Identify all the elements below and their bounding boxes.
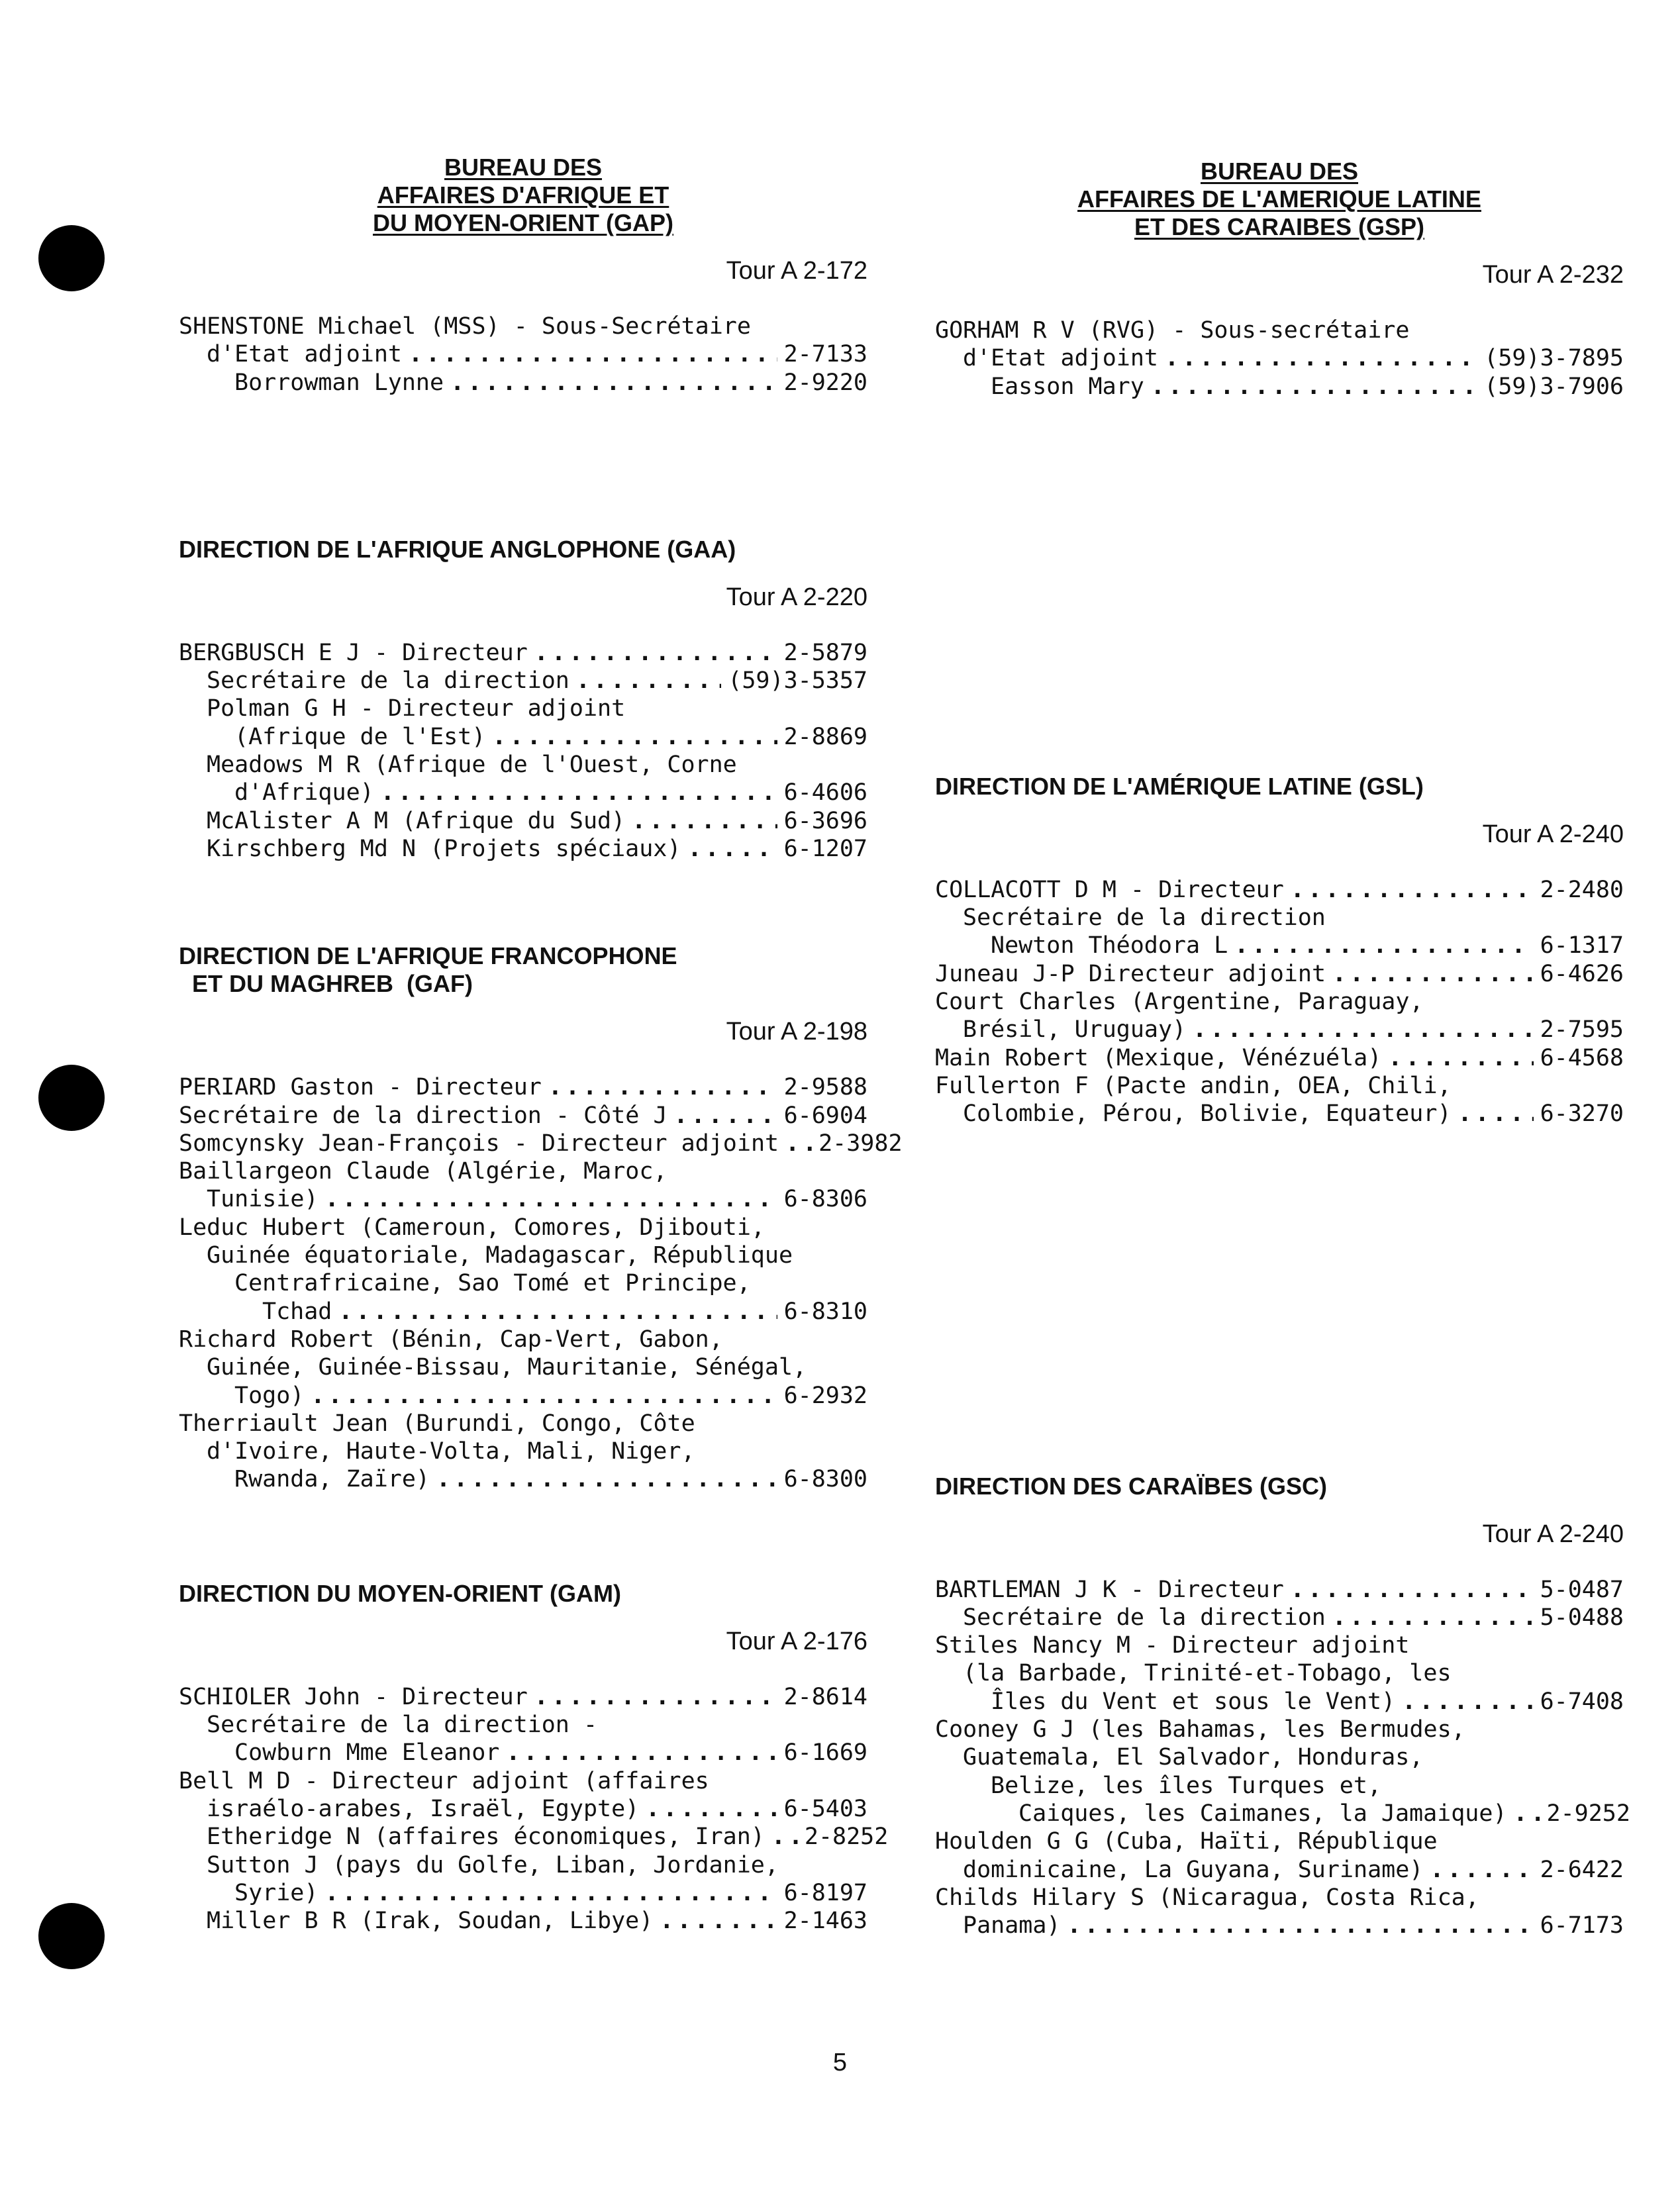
phone-extension: 2-1463: [783, 1908, 867, 1935]
phone-extension: 6-1317: [1540, 932, 1624, 959]
entry-text: GORHAM R V (RVG) - Sous-secrétaire: [935, 317, 1410, 344]
directory-entry: [179, 1298, 867, 1326]
entry-text: Polman G H - Directeur adjoint: [207, 695, 626, 722]
dot-leader: [1291, 1576, 1534, 1604]
entry-name: Brésil, Uruguay): [963, 1016, 1187, 1044]
dot-leader: [534, 639, 777, 667]
entry-name: (Afrique de l'Est): [234, 723, 486, 750]
entry-name: BARTLEMAN J K - Directeur: [935, 1576, 1284, 1603]
entry-text: (la Barbade, Trinité-et-Tobago, les: [963, 1660, 1452, 1687]
phone-extension: 6-5403: [783, 1795, 867, 1822]
directory-entry: [179, 1382, 867, 1410]
directory-entry: [179, 1879, 867, 1907]
dot-leader: [381, 779, 777, 806]
directory-entry: [935, 1016, 1624, 1044]
title-line: ET DES CARAIBES (GSP): [1134, 213, 1425, 240]
entry-name: d'Afrique): [234, 779, 374, 806]
entry-name: Main Robert (Mexique, Vénézuéla): [935, 1044, 1382, 1071]
phone-extension: 6-2932: [783, 1382, 867, 1409]
directory-entry: [179, 1795, 867, 1823]
section-gsp: [935, 158, 1624, 401]
entry-list: [935, 1576, 1630, 1940]
section-gsc: [935, 1472, 1630, 1940]
dot-leader: [1234, 932, 1533, 959]
entry-text: Guinée équatoriale, Madagascar, République: [207, 1242, 793, 1269]
entry-name: Îles du Vent et sous le Vent): [991, 1688, 1396, 1715]
entry-text: Belize, les îles Turques et,: [991, 1772, 1382, 1799]
phone-extension: 6-3696: [783, 807, 867, 834]
entry-text: Bell M D - Directeur adjoint (affaires: [179, 1767, 709, 1794]
entry-name: Juneau J-P Directeur adjoint: [935, 960, 1326, 987]
entry-text: Fullerton F (Pacte andin, OEA, Chili,: [935, 1072, 1452, 1099]
directory-entry: [179, 807, 867, 835]
dot-leader: [548, 1073, 777, 1101]
entry-text: Therriault Jean (Burundi, Congo, Côte: [179, 1410, 695, 1437]
dot-leader: [534, 1683, 777, 1711]
entry-name: Panama): [963, 1912, 1061, 1939]
phone-extension: 6-4568: [1540, 1044, 1624, 1071]
phone-extension: 2-7133: [783, 341, 867, 368]
entry-name: Borrowman Lynne: [234, 369, 444, 396]
section-gam: [179, 1579, 889, 1935]
directory-entry: [179, 1073, 867, 1101]
phone-extension: 2-9588: [783, 1074, 867, 1101]
directory-entry: [935, 932, 1624, 959]
room-number: Tour A 2-232: [1482, 261, 1624, 289]
section-title: DIRECTION DE L'AFRIQUE ANGLOPHONE (GAA): [179, 535, 736, 563]
phone-extension: 6-8310: [783, 1298, 867, 1325]
title-line: BUREAU DES: [444, 154, 603, 181]
right-column: [935, 158, 1630, 1939]
phone-extension: 6-6904: [783, 1102, 867, 1129]
dot-leader: [576, 667, 721, 695]
section-gsl: [935, 773, 1624, 1128]
directory-entry: [935, 1856, 1624, 1884]
punch-hole-top: [38, 225, 105, 291]
directory-entry: [935, 960, 1624, 988]
left-column: [179, 154, 903, 1935]
entry-name: McAlister A M (Afrique du Sud): [207, 807, 626, 834]
entry-name: israélo-arabes, Israël, Egypte): [207, 1795, 640, 1822]
directory-entry: [935, 1800, 1630, 1827]
entry-name: d'Etat adjoint: [963, 345, 1159, 372]
phone-extension: 2-2480: [1540, 876, 1624, 903]
phone-extension: 6-8300: [783, 1466, 867, 1493]
room-number: Tour A 2-172: [726, 257, 867, 285]
directory-entry: [179, 1823, 889, 1851]
dot-leader: [1402, 1688, 1533, 1716]
dot-leader: [492, 723, 777, 751]
entry-name: Etheridge N (affaires économiques, Iran): [207, 1824, 765, 1851]
entry-text: Stiles Nancy M - Directeur adjoint: [935, 1632, 1410, 1659]
directory-entry: [179, 1185, 867, 1213]
directory-entry: [179, 723, 867, 751]
punch-hole-middle: [38, 1065, 105, 1131]
phone-extension: 2-9252: [1546, 1800, 1630, 1827]
entry-list: [935, 876, 1624, 1128]
phone-extension: 2-8614: [783, 1683, 867, 1710]
directory-entry: [179, 369, 867, 397]
dot-leader: [1388, 1044, 1533, 1072]
directory-entry: [179, 1102, 867, 1130]
dot-leader: [1332, 1604, 1534, 1631]
entry-name: SCHIOLER John - Directeur: [179, 1683, 528, 1710]
entry-text: d'Ivoire, Haute-Volta, Mali, Niger,: [207, 1438, 695, 1465]
phone-extension: 2-7595: [1540, 1016, 1624, 1044]
entry-name: d'Etat adjoint: [207, 341, 403, 368]
entry-list: [179, 1073, 903, 1493]
room-number: Tour A 2-176: [726, 1627, 867, 1655]
entry-text: Houlden G G (Cuba, Haïti, République: [935, 1828, 1438, 1855]
phone-extension: 2-5879: [783, 639, 867, 666]
entry-text: Baillargeon Claude (Algérie, Maroc,: [179, 1158, 667, 1185]
entry-name: Miller B R (Irak, Soudan, Libye): [207, 1908, 654, 1935]
entry-list: [179, 639, 867, 863]
entry-name: Easson Mary: [991, 373, 1144, 400]
punch-hole-bottom: [38, 1903, 105, 1969]
dot-leader: [646, 1795, 777, 1823]
dot-leader: [325, 1185, 777, 1213]
directory-entry: [935, 876, 1624, 904]
directory-entry: [179, 835, 867, 863]
phone-extension: 6-1669: [783, 1739, 867, 1767]
directory-entry: [179, 340, 867, 368]
phone-extension: 6-8306: [783, 1186, 867, 1213]
entry-text: Richard Robert (Bénin, Cap-Vert, Gabon,: [179, 1326, 723, 1353]
entry-text: Secrétaire de la direction: [963, 904, 1326, 932]
entry-text: Court Charles (Argentine, Paraguay,: [935, 989, 1424, 1016]
entry-text: Centrafricaine, Sao Tomé et Principe,: [234, 1270, 751, 1297]
dot-leader: [1458, 1100, 1534, 1128]
phone-extension: 6-7173: [1540, 1912, 1624, 1939]
directory-entry: [935, 1100, 1624, 1128]
directory-entry: [935, 344, 1624, 372]
section-title: [179, 154, 867, 237]
directory-entry: [179, 1465, 867, 1493]
entry-text: Leduc Hubert (Cameroun, Comores, Djibouti,: [179, 1214, 766, 1241]
entry-text: Childs Hilary S (Nicaragua, Costa Rica,: [935, 1884, 1479, 1911]
section-gaa: [179, 536, 867, 863]
phone-extension: 2-3982: [818, 1130, 903, 1157]
dot-leader: [409, 340, 777, 368]
entry-list: [179, 313, 867, 397]
dot-leader: [632, 807, 777, 835]
phone-extension: 6-8197: [783, 1879, 867, 1906]
section-title: DIRECTION DE L'AMÉRIQUE LATINE (GSL): [935, 772, 1424, 800]
entry-name: Secrétaire de la direction: [207, 667, 569, 695]
dot-leader: [506, 1739, 777, 1767]
entry-name: Newton Théodora L: [991, 932, 1228, 959]
entry-list: [179, 1683, 889, 1935]
entry-text: Guatemala, El Salvador, Honduras,: [963, 1744, 1424, 1771]
dot-leader: [1514, 1800, 1540, 1827]
section-title: DIRECTION DE L'AFRIQUE FRANCOPHONE ET DU MAGHREB (GAF): [179, 942, 677, 998]
section-title: DIRECTION DES CARAÏBES (GSC): [935, 1472, 1328, 1500]
dot-leader: [436, 1465, 777, 1493]
entry-name: Tchad: [262, 1298, 332, 1325]
room-number: Tour A 2-240: [1482, 820, 1624, 848]
entry-name: Colombie, Pérou, Bolivie, Equateur): [963, 1100, 1452, 1128]
phone-extension: 6-4626: [1540, 960, 1624, 987]
title-line: AFFAIRES D'AFRIQUE ET: [377, 181, 669, 209]
phone-extension: 2-9220: [783, 369, 867, 396]
directory-entry: [179, 1683, 867, 1711]
dot-leader: [1165, 344, 1477, 372]
section-gaf: [179, 942, 903, 1493]
entry-name: Secrétaire de la direction - Côté J: [179, 1102, 667, 1129]
directory-entry: [179, 1907, 867, 1935]
entry-name: dominicaine, La Guyana, Suriname): [963, 1856, 1424, 1883]
entry-text: Guinée, Guinée-Bissau, Mauritanie, Sénégal,: [207, 1354, 807, 1381]
entry-name: Rwanda, Zaïre): [234, 1466, 430, 1493]
dot-leader: [324, 1879, 777, 1907]
dot-leader: [1291, 876, 1534, 904]
phone-extension: 2-6422: [1540, 1856, 1624, 1883]
phone-extension: 6-4606: [783, 779, 867, 806]
phone-extension: (59)3-7906: [1484, 373, 1624, 400]
entry-name: Secrétaire de la direction: [963, 1604, 1326, 1631]
entry-text: Secrétaire de la direction -: [207, 1712, 598, 1739]
title-line: BUREAU DES: [1200, 158, 1359, 185]
directory-entry: [935, 373, 1624, 401]
entry-text: SHENSTONE Michael (MSS) - Sous-Secrétaire: [179, 313, 751, 340]
room-number: Tour A 2-198: [726, 1018, 867, 1046]
entry-name: PERIARD Gaston - Directeur: [179, 1074, 542, 1101]
dot-leader: [1067, 1912, 1534, 1939]
dot-leader: [338, 1298, 777, 1326]
entry-name: COLLACOTT D M - Directeur: [935, 876, 1284, 903]
entry-list: [935, 316, 1624, 401]
entry-name: Tunisie): [207, 1186, 319, 1213]
entry-name: BERGBUSCH E J - Directeur: [179, 639, 528, 666]
entry-text: Sutton J (pays du Golfe, Liban, Jordanie,: [207, 1851, 779, 1878]
section-title: [935, 158, 1624, 241]
phone-extension: 5-0487: [1540, 1576, 1624, 1603]
dot-leader: [1332, 960, 1534, 988]
dot-leader: [1151, 373, 1477, 401]
phone-extension: 2-8869: [783, 723, 867, 750]
phone-extension: 2-8252: [804, 1824, 889, 1851]
room-number: Tour A 2-220: [726, 583, 867, 611]
dot-leader: [785, 1130, 812, 1157]
phone-extension: 6-3270: [1540, 1100, 1624, 1128]
entry-name: Kirschberg Md N (Projets spéciaux): [207, 835, 681, 862]
section-title: DIRECTION DU MOYEN-ORIENT (GAM): [179, 1579, 621, 1607]
dot-leader: [687, 835, 777, 863]
dot-leader: [674, 1102, 777, 1130]
directory-entry: [935, 1912, 1624, 1939]
entry-text: Cooney G J (les Bahamas, les Bermudes,: [935, 1716, 1465, 1743]
entry-name: Cowburn Mme Eleanor: [234, 1739, 500, 1767]
room-number: Tour A 2-240: [1482, 1520, 1624, 1548]
entry-name: Caiques, les Caimanes, la Jamaique): [1018, 1800, 1507, 1827]
directory-entry: [179, 1130, 903, 1157]
entry-name: Syrie): [234, 1879, 319, 1906]
dot-leader: [1193, 1016, 1533, 1044]
dot-leader: [1430, 1856, 1533, 1884]
directory-entry: [179, 639, 867, 667]
directory-entry: [179, 779, 867, 806]
entry-name: Somcynsky Jean-François - Directeur adjoint: [179, 1130, 779, 1157]
entry-text: Meadows M R (Afrique de l'Ouest, Corne: [207, 752, 737, 779]
dot-leader: [660, 1907, 777, 1935]
entry-name: Togo): [234, 1382, 305, 1409]
title-line: AFFAIRES DE L'AMERIQUE LATINE: [1077, 185, 1481, 213]
phone-extension: 6-1207: [783, 835, 867, 862]
phone-extension: 5-0488: [1540, 1604, 1624, 1631]
dot-leader: [450, 369, 777, 397]
section-gap: [179, 154, 867, 397]
dot-leader: [771, 1823, 798, 1851]
phone-extension: 6-7408: [1540, 1688, 1624, 1715]
page-number: 5: [832, 2049, 848, 2076]
directory-entry: [179, 1739, 867, 1767]
directory-entry: [935, 1044, 1624, 1072]
phone-extension: (59)3-7895: [1484, 345, 1624, 372]
dot-leader: [311, 1382, 777, 1410]
directory-entry: [935, 1688, 1624, 1716]
phone-extension: (59)3-5357: [728, 667, 867, 695]
directory-entry: [179, 667, 867, 695]
directory-entry: [935, 1604, 1624, 1631]
directory-entry: [935, 1576, 1624, 1604]
title-line: DU MOYEN-ORIENT (GAP): [373, 209, 673, 236]
